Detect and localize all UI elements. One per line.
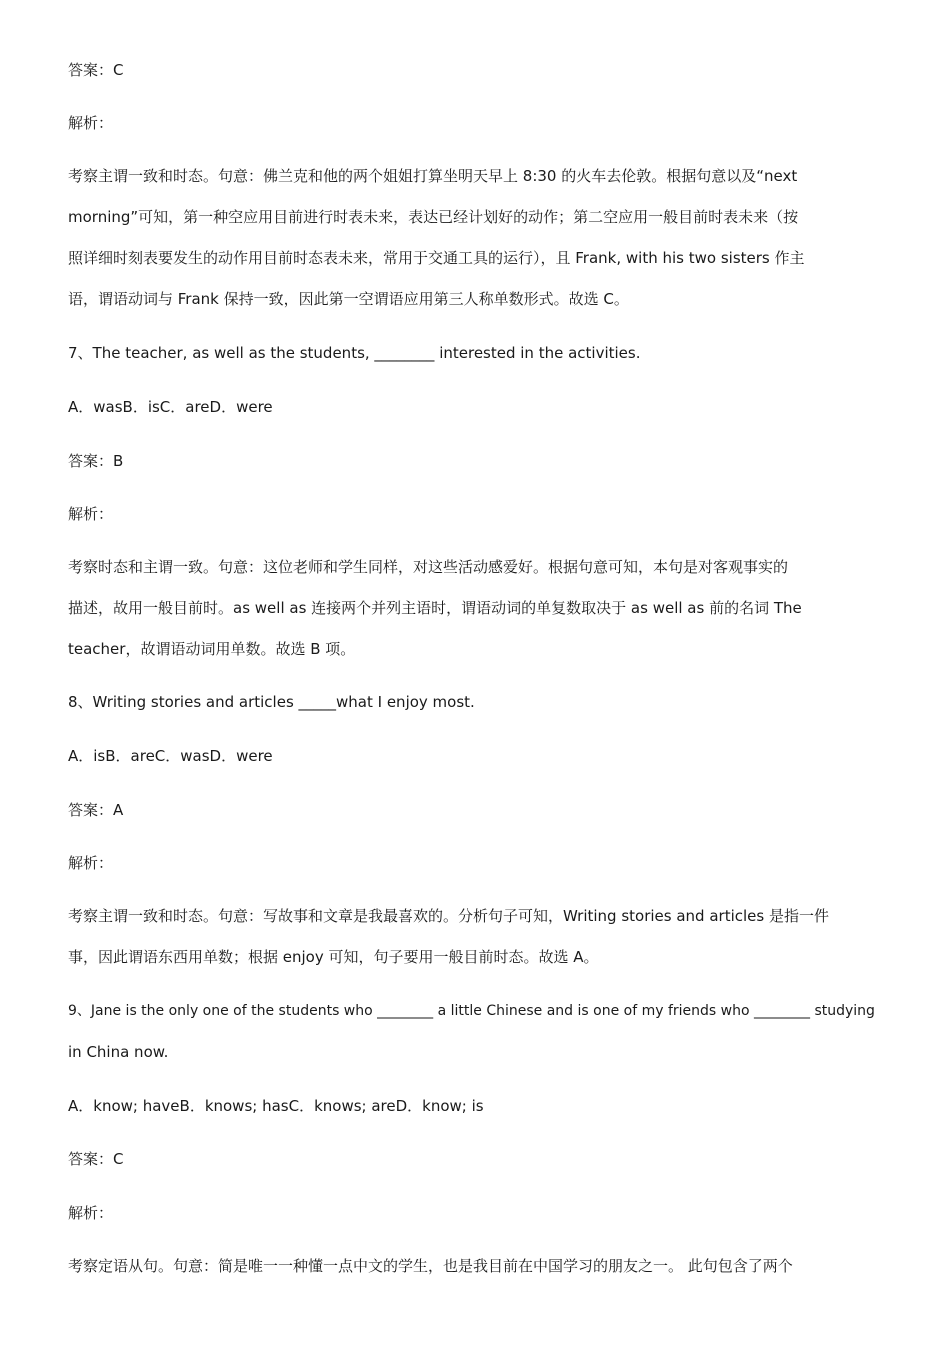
q8-options: A．isB．areC．wasD．were [68, 747, 273, 765]
q8-analysis-label: 解析： [68, 854, 114, 872]
q6-analysis-line-2: morning”可知，第一种空应用目前进行时表未来，表达已经计划好的动作；第二空应用一般目前时表未来（按 [68, 208, 799, 226]
q6-analysis-line-4: 语，谓语动词与 Frank 保持一致，因此第一空谓语应用第三人称单数形式。故选 C。 [68, 290, 629, 308]
q9-options: A．know; haveB．knows; hasC．knows; areD．know; is [68, 1097, 484, 1115]
q7-answer: 答案：B [68, 452, 124, 470]
q9-question-line-2: in China now. [68, 1043, 169, 1061]
q8-analysis-line-2: 事，因此谓语东西用单数；根据 enjoy 可知，句子要用一般目前时态。故选 A。 [68, 948, 599, 966]
q7-analysis-line-3: teacher，故谓语动词用单数。故选 B 项。 [68, 640, 356, 658]
q7-options: A．wasB．isC．areD．were [68, 398, 273, 416]
q8-question: 8、Writing stories and articles _____what I enjoy most. [68, 693, 475, 711]
q6-analysis-line-1: 考察主谓一致和时态。句意：佛兰克和他的两个姐姐打算坐明天早上 8:30 的火车去伦敦。根据句意以及“next [68, 167, 798, 185]
q6-analysis-line-3: 照详细时刻表要发生的动作用目前时态表未来，常用于交通工具的运行），且 Frank, with his two sisters 作主 [68, 249, 805, 267]
q8-answer: 答案：A [68, 801, 124, 819]
q9-analysis-line-1: 考察定语从句。句意：简是唯一一种懂一点中文的学生，也是我目前在中国学习的朋友之一。 此句包含了两个 [68, 1257, 793, 1275]
q6-answer: 答案：C [68, 61, 124, 79]
q7-analysis-line-1: 考察时态和主谓一致。句意：这位老师和学生同样，对这些活动感爱好。根据句意可知，本句是对客观事实的 [68, 558, 789, 576]
q9-answer: 答案：C [68, 1150, 124, 1168]
q8-analysis-line-1: 考察主谓一致和时态。句意：写故事和文章是我最喜欢的。分析句子可知，Writing stories and articles 是指一件 [68, 907, 829, 925]
q9-analysis-label: 解析： [68, 1204, 114, 1222]
q7-question: 7、The teacher, as well as the students, ________ interested in the activities. [68, 344, 641, 362]
q6-analysis-label: 解析： [68, 114, 114, 132]
q9-question-line-1: 9、Jane is the only one of the students who ________ a little Chinese and is one of my friends who ________ studying [68, 1003, 875, 1019]
q7-analysis-line-2: 描述，故用一般目前时。as well as 连接两个并列主语时，谓语动词的单复数取决于 as well as 前的名词 The [68, 599, 802, 617]
q7-analysis-label: 解析： [68, 505, 114, 523]
